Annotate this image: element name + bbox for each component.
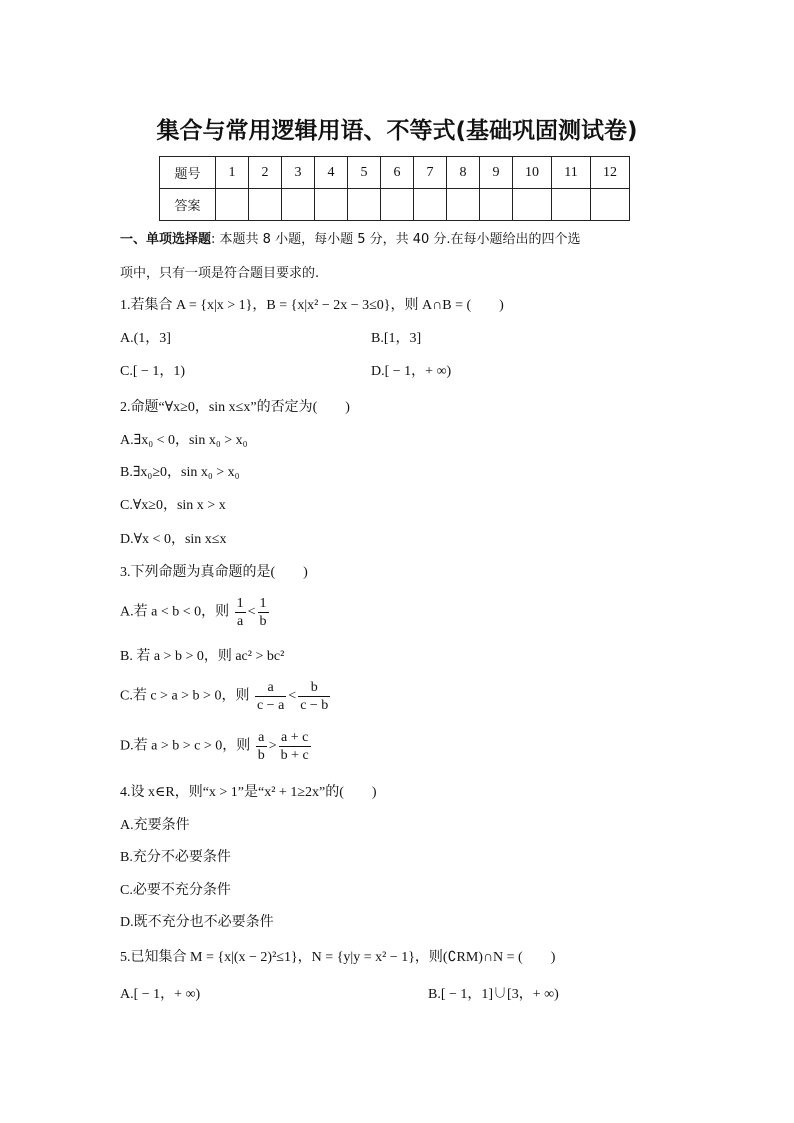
question-2-option-b: B.∃x₀≥0，sin x₀ > x₀ bbox=[120, 465, 240, 480]
question-number-cell: 3 bbox=[282, 157, 315, 189]
numerator: a bbox=[256, 729, 267, 747]
header-label-cell: 题号 bbox=[160, 157, 216, 189]
fraction bbox=[298, 679, 330, 714]
answer-cell[interactable] bbox=[315, 189, 348, 221]
denominator: b bbox=[259, 614, 267, 629]
fraction bbox=[279, 729, 311, 764]
answer-cell[interactable] bbox=[552, 189, 591, 221]
answer-cell[interactable] bbox=[414, 189, 447, 221]
answer-cell[interactable] bbox=[591, 189, 630, 221]
numerator: a + c bbox=[279, 729, 311, 747]
question-3-option-d bbox=[120, 729, 313, 764]
answer-cell[interactable] bbox=[381, 189, 414, 221]
answer-cell[interactable] bbox=[249, 189, 282, 221]
question-number-cell: 6 bbox=[381, 157, 414, 189]
fraction bbox=[255, 679, 286, 714]
question-5-option-a: A.[ − 1，+ ∞) bbox=[120, 987, 201, 1002]
comparison-operator: < bbox=[247, 604, 256, 620]
option-d-text: D.若 a > b > c > 0，则 bbox=[120, 738, 251, 754]
question-number-cell: 7 bbox=[414, 157, 447, 189]
answer-cell[interactable] bbox=[216, 189, 249, 221]
question-4-option-b: B.充分不必要条件 bbox=[120, 850, 231, 865]
option-c-text: C.若 c > a > b > 0，则 bbox=[120, 688, 250, 704]
answer-cell[interactable] bbox=[480, 189, 513, 221]
numerator: b bbox=[298, 679, 330, 697]
question-1-option-b: B.[1，3] bbox=[371, 331, 422, 346]
comparison-operator: > bbox=[268, 738, 277, 754]
section-intro: : 本题共 8 小题，每小题 5 分，共 40 分.在每小题给出的四个选 bbox=[211, 232, 581, 247]
question-number-cell: 10 bbox=[513, 157, 552, 189]
denominator: c − b bbox=[300, 698, 329, 713]
question-number-cell: 1 bbox=[216, 157, 249, 189]
question-number-cell: 2 bbox=[249, 157, 282, 189]
question-2-option-d: D.∀x < 0，sin x≤x bbox=[120, 532, 227, 547]
question-4-option-a: A.充要条件 bbox=[120, 818, 190, 833]
question-3-option-b: B. 若 a > b > 0，则 ac² > bc² bbox=[120, 649, 285, 664]
question-number-cell: 9 bbox=[480, 157, 513, 189]
question-number-cell: 11 bbox=[552, 157, 591, 189]
fraction bbox=[258, 595, 269, 630]
numerator: 1 bbox=[259, 596, 267, 611]
question-2-option-a: A.∃x₀ < 0，sin x₀ > x₀ bbox=[120, 433, 248, 448]
question-3-stem: 3.下列命题为真命题的是( ) bbox=[120, 565, 308, 580]
answer-table-number-row bbox=[160, 157, 630, 189]
denominator: b bbox=[257, 748, 265, 763]
option-a-text: A.若 a < b < 0，则 bbox=[120, 604, 230, 620]
fraction bbox=[256, 729, 267, 764]
fraction bbox=[235, 595, 246, 630]
question-1-option-a: A.(1，3] bbox=[120, 331, 171, 346]
question-number-cell: 4 bbox=[315, 157, 348, 189]
answer-label-cell: 答案 bbox=[160, 189, 216, 221]
answer-table-answer-row bbox=[160, 189, 630, 221]
question-1-option-c: C.[ − 1，1) bbox=[120, 364, 186, 379]
answer-cell[interactable] bbox=[348, 189, 381, 221]
answer-cell[interactable] bbox=[447, 189, 480, 221]
section-heading: 一、单项选择题 bbox=[120, 232, 212, 247]
question-number-cell: 8 bbox=[447, 157, 480, 189]
question-1-option-d: D.[ − 1，+ ∞) bbox=[371, 364, 452, 379]
answer-cell[interactable] bbox=[282, 189, 315, 221]
question-3-option-a bbox=[120, 595, 271, 630]
question-2-stem: 2.命题“∀x≥0，sin x≤x”的否定为( ) bbox=[120, 400, 350, 415]
denominator: c − a bbox=[256, 698, 285, 713]
question-5-option-b: B.[ − 1，1]∪[3，+ ∞) bbox=[428, 987, 559, 1002]
denominator: a bbox=[237, 614, 244, 629]
question-number-cell: 5 bbox=[348, 157, 381, 189]
question-4-option-c: C.必要不充分条件 bbox=[120, 883, 231, 898]
question-number-cell: 12 bbox=[591, 157, 630, 189]
question-3-option-c bbox=[120, 679, 332, 714]
question-5-stem: 5.已知集合 M = {x|(x − 2)²≤1}，N = {y|y = x² − 1}，则(∁RM)∩N = ( ) bbox=[120, 950, 556, 965]
answer-cell[interactable] bbox=[513, 189, 552, 221]
question-4-option-d: D.既不充分也不必要条件 bbox=[120, 915, 274, 930]
denominator: b + c bbox=[280, 748, 309, 763]
numerator: a bbox=[255, 679, 286, 697]
answer-table bbox=[159, 156, 630, 221]
question-1-stem: 1.若集合 A = {x|x > 1}，B = {x|x² − 2x − 3≤0}，则 A∩B = ( ) bbox=[120, 298, 504, 313]
question-4-stem: 4.设 x∈R，则“x > 1”是“x² + 1≥2x”的( ) bbox=[120, 785, 377, 800]
exam-title: 集合与常用逻辑用语、不等式(基础巩固测试卷) bbox=[156, 118, 638, 144]
numerator: 1 bbox=[236, 596, 244, 611]
question-2-option-c: C.∀x≥0，sin x > x bbox=[120, 498, 226, 513]
section-intro-line-1 bbox=[120, 228, 581, 247]
section-intro-line-2: 项中，只有一项是符合题目要求的. bbox=[120, 266, 320, 281]
comparison-operator: < bbox=[288, 688, 297, 704]
